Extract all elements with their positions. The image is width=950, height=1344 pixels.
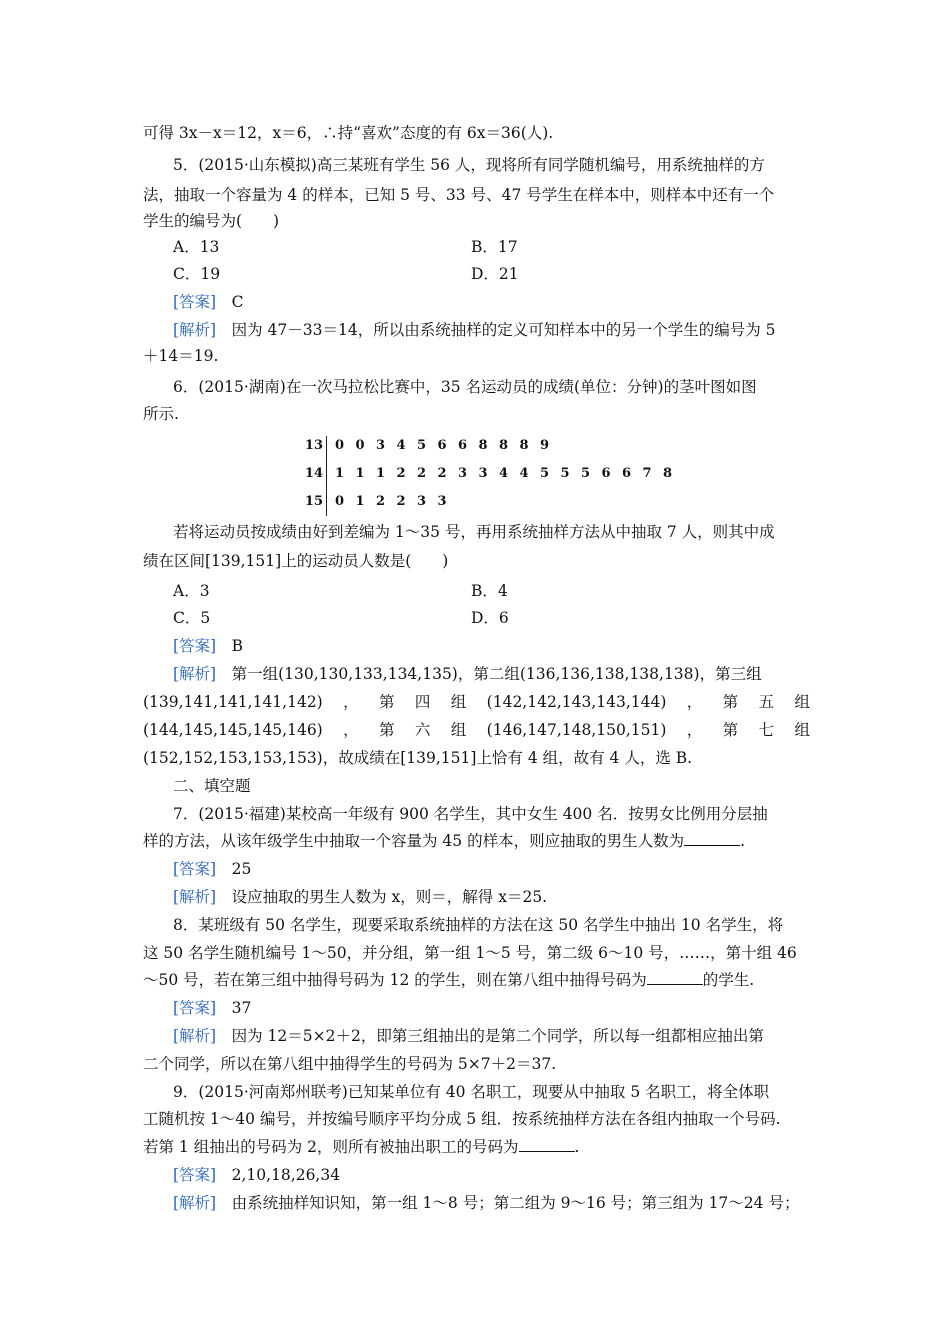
explanation-seg: 组 <box>450 721 467 739</box>
option-a: A．13 <box>173 238 220 256</box>
leaf-value: 6 <box>458 438 468 453</box>
explanation-text: ＋14＝19. <box>143 347 219 365</box>
answer-value: B <box>231 637 244 655</box>
leaf-value: 7 <box>642 466 652 481</box>
leaf-value: 5 <box>581 466 591 481</box>
fill-in-blank <box>519 1137 575 1152</box>
answer-line <box>173 636 843 656</box>
leaf-value: 4 <box>519 466 529 481</box>
leaf-value: 2 <box>417 466 427 481</box>
question-6-text: 若将运动员按成绩由好到差编为 1～35 号，再用系统抽样方法从中抽取 7 人，则其中成 <box>173 523 775 541</box>
answer-tag: [答案] <box>173 1166 217 1184</box>
leaf-value: 3 <box>458 466 468 481</box>
stem-leaf-row <box>303 432 684 460</box>
leaf-value: 3 <box>417 494 427 509</box>
answer-value: 25 <box>231 860 252 878</box>
option-c: C．5 <box>173 609 211 627</box>
explanation-line <box>173 664 843 684</box>
explanation-line <box>173 320 843 340</box>
stem-leaf-row <box>303 488 684 516</box>
fill-in-blank <box>647 970 703 985</box>
question-9-text-seg: 若第 1 组抽出的号码为 2，则所有被抽出职工的号码为 <box>143 1138 519 1156</box>
explanation-seg: 五 <box>758 693 775 711</box>
explanation-tag: [解析] <box>173 888 217 906</box>
explanation-seg: (144,145,145,145,146) <box>143 721 323 739</box>
leaf-group <box>329 432 561 460</box>
answer-tag: [答案] <box>173 860 217 878</box>
answer-line <box>173 998 843 1018</box>
leaf-value: 9 <box>540 438 550 453</box>
question-9-text <box>143 1137 813 1157</box>
leaf-value: 8 <box>663 466 673 481</box>
question-9-text-seg: . <box>574 1138 580 1156</box>
explanation-text: (152,152,153,153,153)，故成绩在[139,151]上恰有 4 组，故有 4 人，选 B. <box>143 749 693 767</box>
leaf-value: 0 <box>335 494 345 509</box>
answer-tag: [答案] <box>173 293 217 311</box>
text-line: 可得 3x－x＝12，x＝6，∴持“喜欢”态度的有 6x＝36(人). <box>143 124 554 142</box>
explanation-line <box>173 1193 843 1213</box>
leaf-value: 8 <box>499 438 509 453</box>
leaf-value: 3 <box>376 438 386 453</box>
question-6-text: 所示. <box>143 405 179 423</box>
leaf-value: 3 <box>478 466 488 481</box>
explanation-text: 二个同学，所以在第八组中抽得学生的号码为 5×7＋2＝37. <box>143 1055 557 1073</box>
leaf-value: 2 <box>396 466 406 481</box>
option-b: B．4 <box>471 582 508 600</box>
option-d: D．21 <box>471 265 519 283</box>
answer-line <box>173 1165 843 1185</box>
explanation-seg: ， <box>343 721 359 739</box>
leaf-value: 0 <box>355 438 365 453</box>
explanation-seg: ， <box>686 693 703 711</box>
option-d: D．6 <box>471 609 509 627</box>
question-5-text: 学生的编号为( ) <box>143 212 280 230</box>
explanation-justified-line <box>143 692 810 712</box>
explanation-seg: 第 <box>379 721 395 739</box>
leaf-value: 1 <box>355 494 365 509</box>
leaf-value: 3 <box>437 494 447 509</box>
answer-value: 2,10,18,26,34 <box>231 1166 341 1184</box>
question-9-text: 9．(2015·河南郑州联考)已知某单位有 40 名职工，现要从中抽取 5 名职工，将全体职 <box>173 1083 770 1101</box>
stem-value: 15 <box>304 494 323 509</box>
leaf-value: 6 <box>601 466 611 481</box>
fill-in-blank <box>684 831 740 846</box>
question-8-text-seg: 的学生. <box>702 971 755 989</box>
explanation-line <box>173 887 843 907</box>
explanation-seg: ， <box>343 693 359 711</box>
explanation-tag: [解析] <box>173 1027 217 1045</box>
question-5-text: 5．(2015·山东模拟)高三某班有学生 56 人，现将所有同学随机编号，用系统抽样的方 <box>173 156 765 174</box>
question-7-text <box>143 831 813 851</box>
question-6-text: 绩在区间[139,151]上的运动员人数是( ) <box>143 552 449 570</box>
answer-line <box>173 859 843 879</box>
stem-leaf-plot <box>303 432 684 516</box>
explanation-seg: 四 <box>414 693 431 711</box>
explanation-seg: 组 <box>450 693 467 711</box>
question-6-text: 6．(2015·湖南)在一次马拉松比赛中，35 名运动员的成绩(单位：分钟)的茎叶图如图 <box>173 378 757 396</box>
leaf-value: 6 <box>622 466 632 481</box>
question-7-text-seg: 样的方法，从该年级学生中抽取一个容量为 45 的样本，则应抽取的男生人数为 <box>143 832 685 850</box>
answer-value: 37 <box>231 999 252 1017</box>
leaf-value: 5 <box>540 466 550 481</box>
option-c: C．19 <box>173 265 221 283</box>
leaf-value: 2 <box>437 466 447 481</box>
explanation-seg: 第 <box>379 693 395 711</box>
explanation-seg: (146,147,148,150,151) <box>486 721 667 739</box>
answer-tag: [答案] <box>173 999 217 1017</box>
question-7-text: 7．(2015·福建)某校高一年级有 900 名学生，其中女生 400 名．按男女比例用分层抽 <box>173 805 768 823</box>
leaf-value: 5 <box>560 466 570 481</box>
explanation-seg: 第 <box>722 721 739 739</box>
explanation-seg: (142,142,143,143,144) <box>486 693 667 711</box>
explanation-seg: 六 <box>414 721 431 739</box>
question-5-text: 法，抽取一个容量为 4 的样本，已知 5 号、33 号、47 号学生在样本中，则样本中还有一个 <box>143 186 775 204</box>
leaf-value: 8 <box>519 438 529 453</box>
explanation-text: 第一组(130,130,133,134,135)，第二组(136,136,138,138,138)，第三组 <box>231 665 762 683</box>
explanation-seg: 组 <box>794 693 810 711</box>
stem-value: 14 <box>304 466 323 481</box>
leaf-group <box>329 488 458 516</box>
leaf-value: 2 <box>376 494 386 509</box>
answer-line <box>173 292 843 312</box>
explanation-justified-line <box>143 720 810 740</box>
leaf-value: 6 <box>437 438 447 453</box>
leaf-value: 4 <box>396 438 406 453</box>
leaf-value: 0 <box>335 438 345 453</box>
question-7-text-seg: . <box>740 832 746 850</box>
answer-value: C <box>231 293 244 311</box>
explanation-text: 设应抽取的男生人数为 x，则＝，解得 x＝25. <box>231 888 548 906</box>
stem-leaf-row <box>303 460 684 488</box>
option-b: B．17 <box>471 238 518 256</box>
question-8-text-seg: ～50 号，若在第三组中抽得号码为 12 的学生，则在第八组中抽得号码为 <box>143 971 647 989</box>
explanation-text: 因为 12＝5×2＋2，即第三组抽出的是第二个同学，所以每一组都相应抽出第 <box>231 1027 764 1045</box>
explanation-seg: 组 <box>794 721 810 739</box>
explanation-seg: ， <box>686 721 703 739</box>
leaf-value: 5 <box>417 438 427 453</box>
explanation-text: 因为 47－33＝14，所以由系统抽样的定义可知样本中的另一个学生的编号为 5 <box>231 321 776 339</box>
question-8-text: 这 50 名学生随机编号 1～50，并分组，第一组 1～5 号，第二级 6～10 号，……，第十组 46 <box>143 944 797 962</box>
explanation-seg: (139,141,141,141,142) <box>143 693 323 711</box>
question-9-text: 工随机按 1～40 编号，并按编号顺序平均分成 5 组．按系统抽样方法在各组内抽取一个号码. <box>143 1110 781 1128</box>
answer-tag: [答案] <box>173 637 217 655</box>
explanation-tag: [解析] <box>173 1194 217 1212</box>
leaf-value: 1 <box>376 466 386 481</box>
question-8-text: 8．某班级有 50 名学生，现要采取系统抽样的方法在这 50 名学生中抽出 10 名学生，将 <box>173 916 784 934</box>
leaf-value: 4 <box>499 466 509 481</box>
stem-value: 13 <box>304 438 323 453</box>
question-8-text <box>143 970 813 990</box>
option-a: A．3 <box>173 582 210 600</box>
explanation-tag: [解析] <box>173 321 217 339</box>
leaf-value: 1 <box>335 466 345 481</box>
leaf-value: 2 <box>396 494 406 509</box>
leaf-group <box>329 460 684 488</box>
explanation-seg: 七 <box>758 721 775 739</box>
leaf-value: 1 <box>355 466 365 481</box>
explanation-text: 由系统抽样知识知，第一组 1～8 号；第二组为 9～16 号；第三组为 17～24 号； <box>231 1194 800 1212</box>
explanation-seg: 第 <box>722 693 739 711</box>
leaf-value: 8 <box>478 438 488 453</box>
explanation-line <box>173 1026 843 1046</box>
section-heading: 二、填空题 <box>173 777 251 795</box>
explanation-tag: [解析] <box>173 665 217 683</box>
